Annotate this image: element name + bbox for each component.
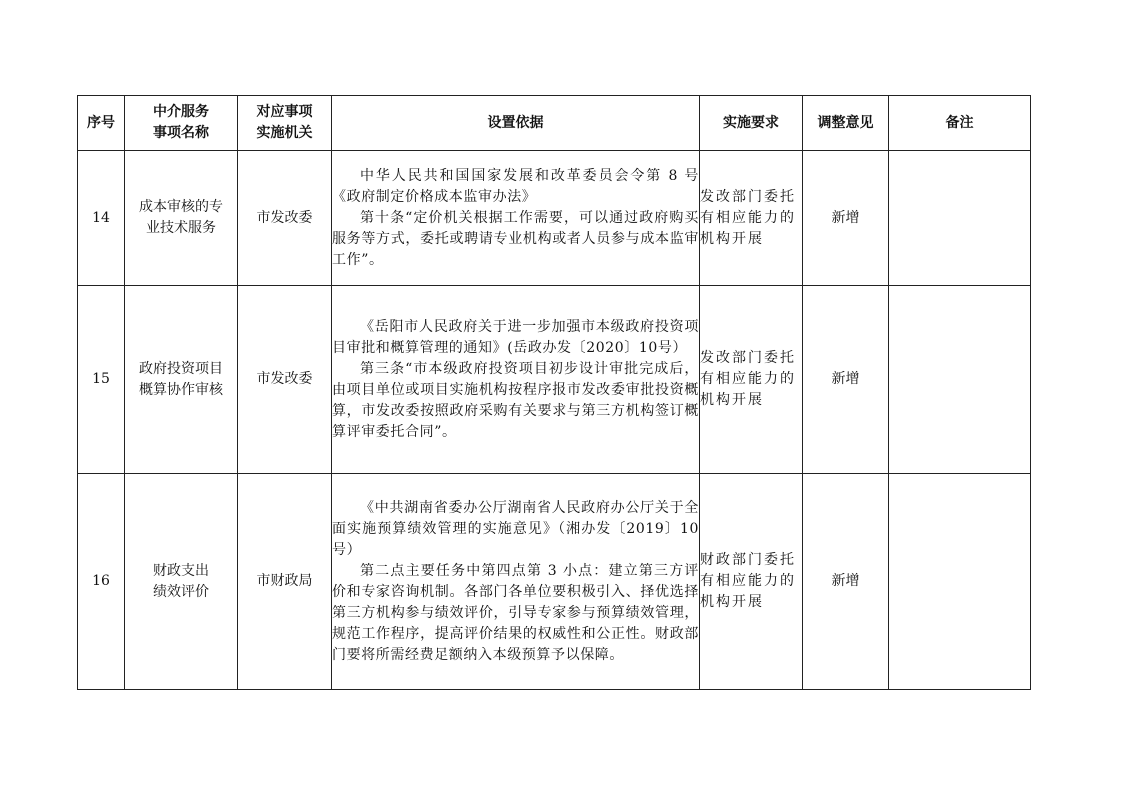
- header-requirement: 实施要求: [700, 96, 803, 151]
- row-requirement: 发改部门委托有相应能力的机构开展: [700, 151, 803, 286]
- row-basis: [332, 151, 700, 286]
- header-agency: [238, 96, 332, 151]
- row-seq: 14: [78, 151, 125, 286]
- table-row: [78, 474, 1031, 690]
- row-opinion: 新增: [803, 474, 889, 690]
- header-remark: 备注: [889, 96, 1031, 151]
- row-remark: [889, 286, 1031, 474]
- row-service-name-line1: 财政支出: [153, 562, 209, 579]
- row-agency: 市发改委: [238, 151, 332, 286]
- header-basis: 设置依据: [332, 96, 700, 151]
- row-basis-clause: 第十条“定价机关根据工作需要，可以通过政府购买服务等方式，委托或聘请专业机构或者人员参与成本监审工作”。: [332, 209, 699, 268]
- row-opinion: 新增: [803, 151, 889, 286]
- row-basis-clause: 第二点主要任务中第四点第 3 小点：建立第三方评价和专家咨询机制。各部门各单位要积极引入、择优选择第三方机构参与绩效评价，引导专家参与预算绩效管理，规范工作程序，提高评价结果的权威性和公正性。财政部门要将所需经费足额纳入本级预算予以保障。: [332, 562, 699, 663]
- header-service-name-line1: 中介服务: [153, 104, 209, 120]
- row-service-name-line2: 绩效评价: [153, 583, 209, 600]
- header-service-name-line2: 事项名称: [153, 125, 209, 141]
- table-row: [78, 286, 1031, 474]
- row-agency: 市财政局: [238, 474, 332, 690]
- row-service-name: [125, 151, 238, 286]
- table-row: [78, 151, 1031, 286]
- row-remark: [889, 151, 1031, 286]
- row-opinion: 新增: [803, 286, 889, 474]
- row-basis-source: 《岳阳市人民政府关于进一步加强市本级政府投资项目审批和概算管理的通知》(岳政办发〔2020〕10号）: [332, 318, 699, 356]
- row-basis-clause: 第三条“市本级政府投资项目初步设计审批完成后，由项目单位或项目实施机构按程序报市发改委审批投资概算，市发改委按照政府采购有关要求与第三方机构签订概算评审委托合同”。: [332, 360, 699, 440]
- row-requirement: 财政部门委托有相应能力的机构开展: [700, 474, 803, 690]
- row-basis: [332, 286, 700, 474]
- row-basis-source: 中华人民共和国国家发展和改革委员会令第 8 号《政府制定价格成本监审办法》: [332, 167, 699, 205]
- row-service-name-line1: 成本审核的专: [139, 199, 223, 215]
- row-service-name-line2: 概算协作审核: [139, 381, 223, 398]
- row-service-name: [125, 286, 238, 474]
- row-seq: 16: [78, 474, 125, 690]
- header-seq: 序号: [78, 96, 125, 151]
- header-service-name: [125, 96, 238, 151]
- row-service-name-line2: 业技术服务: [146, 220, 216, 236]
- row-remark: [889, 474, 1031, 690]
- table-header-row: [78, 96, 1031, 151]
- row-basis-source: 《中共湖南省委办公厅湖南省人民政府办公厅关于全面实施预算绩效管理的实施意见》（湘办发〔2019〕10号）: [332, 499, 699, 558]
- row-agency: 市发改委: [238, 286, 332, 474]
- header-opinion: 调整意见: [803, 96, 889, 151]
- intermediary-services-table: [77, 95, 1031, 690]
- row-requirement: 发改部门委托有相应能力的机构开展: [700, 286, 803, 474]
- row-service-name-line1: 政府投资项目: [139, 360, 223, 377]
- header-agency-line2: 实施机关: [256, 125, 313, 141]
- header-agency-line1: 对应事项: [256, 104, 313, 120]
- row-seq: 15: [78, 286, 125, 474]
- row-service-name: [125, 474, 238, 690]
- row-basis: [332, 474, 700, 690]
